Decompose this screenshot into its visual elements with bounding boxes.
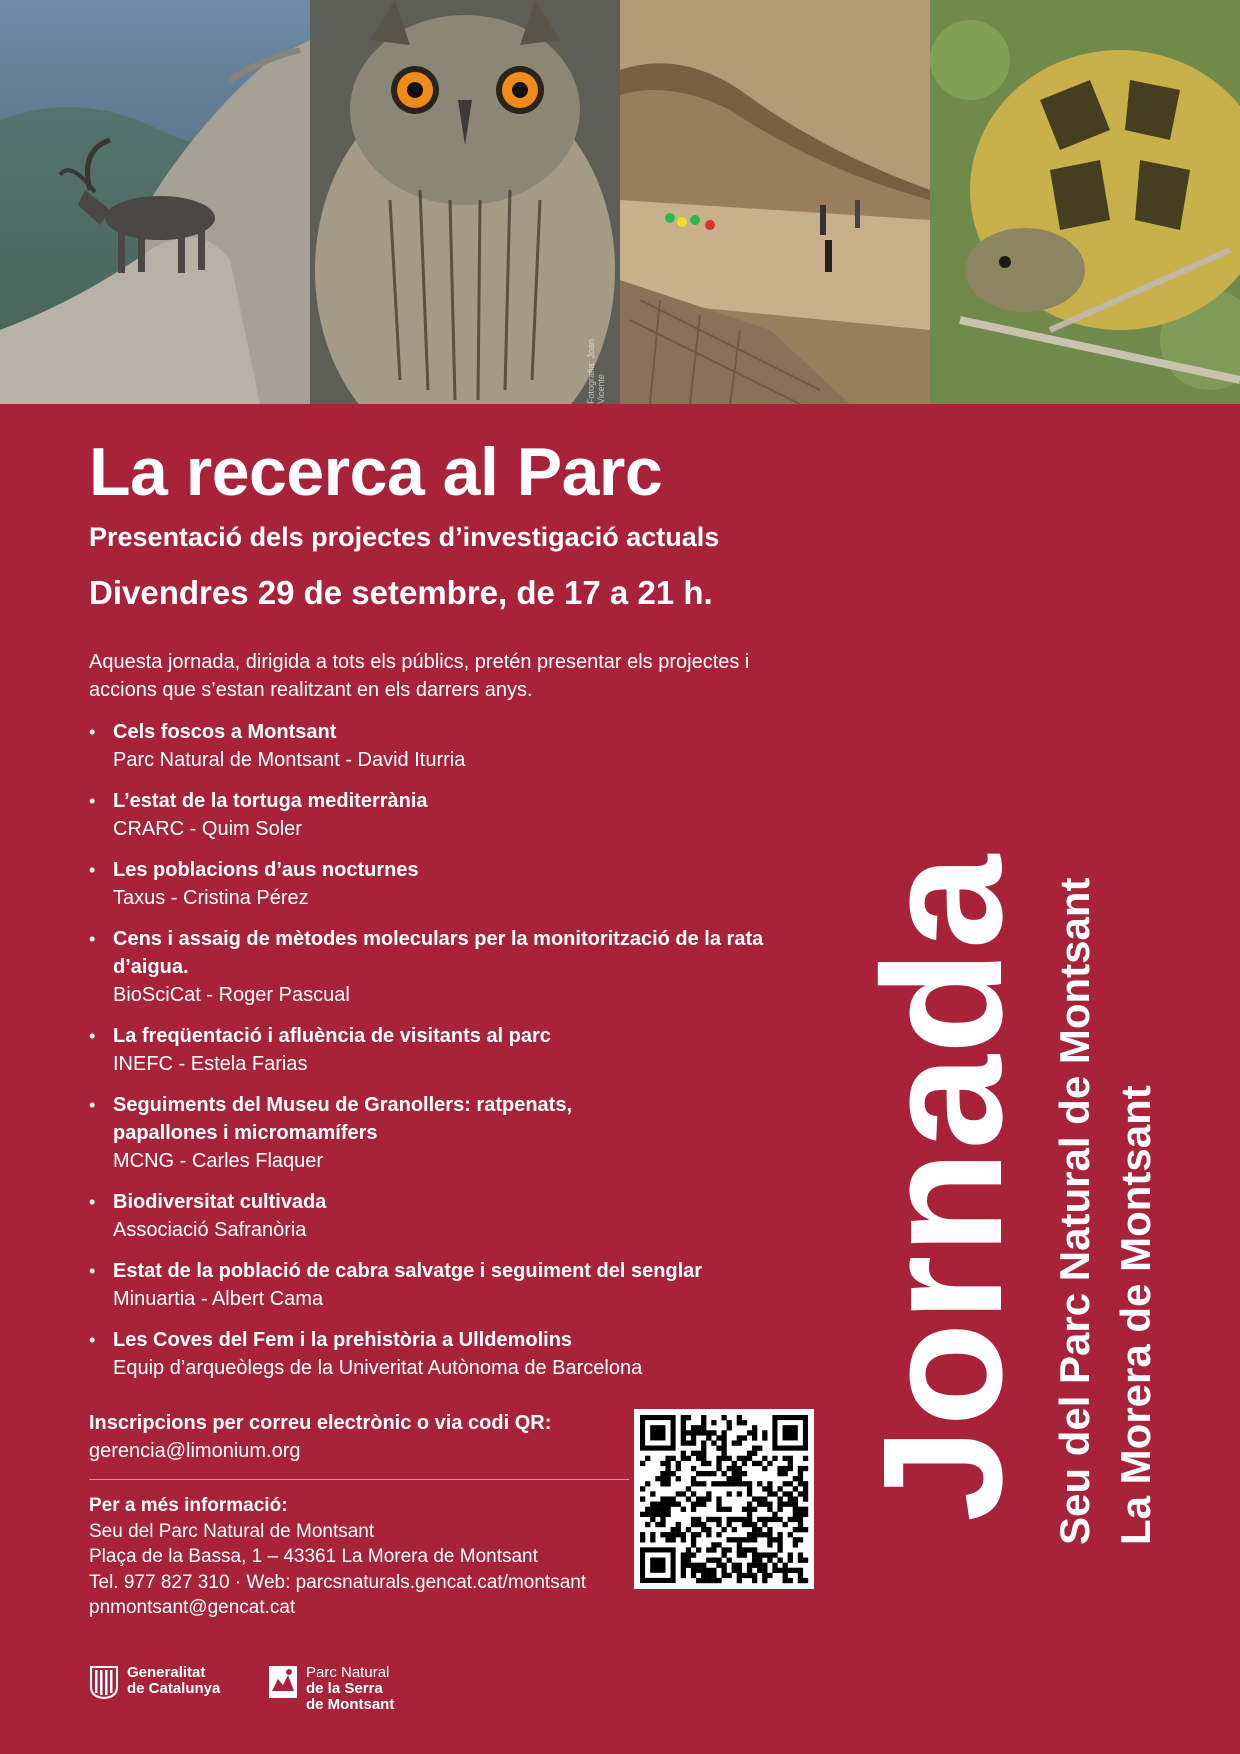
project-author: Equip d’arqueòlegs de la Univeritat Autònoma de Barcelona (113, 1357, 643, 1379)
info-block (89, 1493, 649, 1621)
list-item (89, 1326, 849, 1382)
list-item (89, 856, 849, 912)
parc-logo (268, 1665, 394, 1713)
photo-strip (0, 0, 1240, 404)
list-item (89, 1257, 849, 1313)
main-content (89, 404, 849, 1395)
project-author: Parc Natural de Montsant - David Iturria (113, 749, 466, 771)
side-venue: Seu del Parc Natural de Montsant (1051, 877, 1098, 1545)
qr-code[interactable] (634, 1409, 814, 1589)
cave-excavation-photo (620, 0, 930, 404)
info-phone-web[interactable]: Tel. 977 827 310 · Web: parcsnaturals.gencat.cat/montsant (89, 1571, 587, 1593)
bullet: • (89, 791, 96, 811)
info-email[interactable]: pnmontsant@gencat.cat (89, 1597, 296, 1618)
intro-text: Aquesta jornada, dirigida a tots els públics, pretén presentar els projectes i accions que s’estan realitzant en els darrers anys. (89, 651, 750, 701)
project-author: BioSciCat - Roger Pascual (113, 984, 350, 1006)
bullet: • (89, 1026, 96, 1046)
ibex-photo (0, 0, 310, 404)
project-title: Les poblacions d’aus nocturnes (113, 859, 419, 881)
project-title: Estat de la població de cabra salvatge i seguiment del senglar (113, 1260, 703, 1282)
project-author: Taxus - Cristina Pérez (113, 887, 309, 909)
bullet: • (89, 860, 96, 880)
qr-code-icon (634, 1409, 814, 1589)
parc-emblem-icon (268, 1665, 298, 1699)
registration-label: Inscripcions per correu electrònic o via codi QR: (89, 1412, 552, 1434)
divider (89, 1479, 629, 1480)
event-date: Divendres 29 de setembre, de 17 a 21 h. (89, 574, 713, 611)
side-title-jornada: Jornada (848, 853, 1038, 1522)
gencat-emblem-icon (89, 1665, 119, 1699)
bullet: • (89, 1095, 96, 1115)
project-title: Cens i assaig de mètodes moleculars per la monitorització de la rata d’aigua. (113, 928, 764, 978)
list-item (89, 718, 849, 774)
list-item (89, 787, 849, 843)
project-title: Seguiments del Museu de Granollers: ratpenats, papallones i micromamífers (113, 1094, 573, 1144)
project-author: MCNG - Carles Flaquer (113, 1150, 324, 1172)
bullet: • (89, 929, 96, 949)
parc-logo-line2: de la Serra (306, 1680, 383, 1697)
registration-email[interactable]: gerencia@limonium.org (89, 1440, 301, 1462)
gencat-logo (89, 1665, 220, 1699)
project-title: Les Coves del Fem i la prehistòria a Ulldemolins (113, 1329, 573, 1351)
page-title: La recerca al Parc (89, 434, 663, 510)
gencat-logo-line2: de Catalunya (127, 1680, 221, 1697)
list-item (89, 1022, 849, 1078)
project-title: Cels foscos a Montsant (113, 721, 337, 743)
bullet: • (89, 1330, 96, 1350)
gencat-logo-line1: Generalitat (127, 1664, 206, 1681)
registration-block (89, 1409, 629, 1465)
project-title: La freqüentació i afluència de visitants al parc (113, 1025, 551, 1047)
parc-logo-line3: de Montsant (306, 1696, 395, 1713)
bullet: • (89, 722, 96, 742)
info-address: Plaça de la Bassa, 1 – 43361 La Morera de Montsant (89, 1546, 538, 1567)
project-title: L’estat de la tortuga mediterrània (113, 790, 428, 812)
footer-logos (89, 1665, 589, 1725)
project-author: Associació Safranòria (113, 1219, 307, 1241)
side-town: La Morera de Montsant (1112, 1085, 1159, 1545)
tortoise-photo (930, 0, 1240, 404)
page-subtitle: Presentació dels projectes d’investigació actuals (89, 522, 720, 552)
list-item (89, 1091, 849, 1175)
project-list (89, 718, 849, 1382)
owl-photo (310, 0, 620, 404)
info-venue: Seu del Parc Natural de Montsant (89, 1520, 375, 1542)
bullet: • (89, 1261, 96, 1281)
project-author: Minuartia - Albert Cama (113, 1288, 324, 1310)
bullet: • (89, 1192, 96, 1212)
project-author: INEFC - Estela Farias (113, 1053, 308, 1075)
project-author: CRARC - Quim Soler (113, 818, 302, 840)
info-label: Per a més informació: (89, 1495, 288, 1516)
photo-credit: Fotografia: Joan Vicente (586, 338, 606, 404)
list-item (89, 925, 849, 1009)
parc-logo-line1: Parc Natural (306, 1664, 390, 1681)
project-title: Biodiversitat cultivada (113, 1191, 327, 1213)
list-item (89, 1188, 849, 1244)
